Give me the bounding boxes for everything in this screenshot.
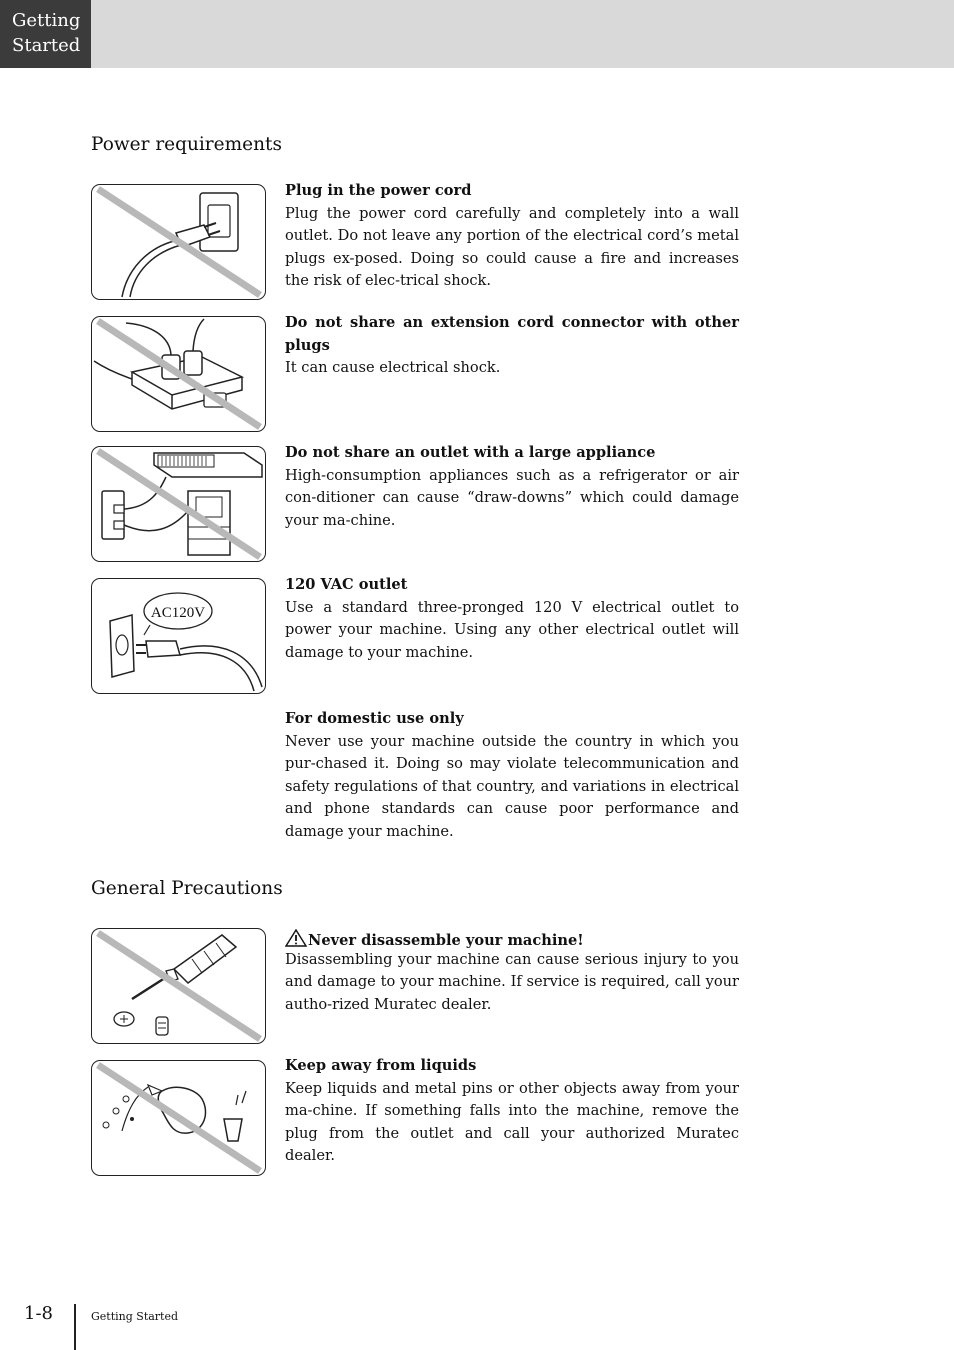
item-never-disassemble (285, 929, 739, 1016)
footer-divider (74, 1304, 76, 1350)
large-appliance-illustration (91, 446, 266, 562)
ac120v-outlet-illustration (91, 578, 266, 694)
item-title: 120 VAC outlet (285, 576, 408, 593)
warning-triangle-icon (285, 929, 307, 947)
item-body: Disassembling your machine can cause serious injury to you and damage to your machine. If service is required, call your autho-rized Muratec dealer. (285, 950, 739, 1013)
item-plug-power-cord (285, 180, 739, 293)
item-extension-cord (285, 312, 739, 380)
item-body: High-consumption appliances such as a refrigerator or air con-ditioner can cause “draw-downs” which could damage your ma-chine. (285, 466, 739, 529)
item-keep-away-liquids (285, 1055, 739, 1168)
item-body: Plug the power cord carefully and completely into a wall outlet. Do not leave any portion of the electrical cord’s metal plugs ex-posed. Doing so could cause a fire and increases the risk of elec-trical shock. (285, 204, 739, 289)
header-bar (0, 0, 954, 68)
section-tab (0, 0, 91, 68)
item-body: Never use your machine outside the country in which you pur-chased it. Doing so may violate telecommunication and safety regulations of that country, and variations in electrical and phone standards can cause poor performance and damage your machine. (285, 732, 739, 840)
disassemble-illustration (91, 928, 266, 1044)
voltage-label: AC120V (150, 605, 206, 621)
item-title: Plug in the power cord (285, 182, 472, 199)
item-body: Keep liquids and metal pins or other objects away from your ma-chine. If something falls into the machine, remove the plug from the outlet and call your authorized Muratec dealer. (285, 1079, 739, 1164)
item-large-appliance (285, 442, 739, 532)
page-number: 1-8 (24, 1303, 53, 1324)
extension-cord-illustration (91, 316, 266, 432)
item-title: For domestic use only (285, 710, 464, 727)
item-120vac-outlet (285, 574, 739, 664)
power-requirements-heading: Power requirements (91, 134, 282, 155)
item-body: It can cause electrical shock. (285, 359, 501, 376)
section-tab-line2: Started (12, 35, 81, 56)
section-tab-line1: Getting (12, 10, 81, 31)
item-title-text: Never disassemble your machine! (308, 932, 584, 949)
item-title: Keep away from liquids (285, 1057, 477, 1074)
item-domestic-use (285, 708, 739, 843)
item-body: Use a standard three-pronged 120 V electrical outlet to power your machine. Using any other electrical outlet will damage to your machine. (285, 598, 739, 661)
liquids-illustration (91, 1060, 266, 1176)
item-title: Do not share an extension cord connector with other plugs (285, 314, 739, 354)
general-precautions-heading: General Precautions (91, 878, 283, 899)
plug-power-cord-illustration (91, 184, 266, 300)
footer-section-name: Getting Started (91, 1310, 179, 1323)
item-title: Do not share an outlet with a large appliance (285, 444, 656, 461)
